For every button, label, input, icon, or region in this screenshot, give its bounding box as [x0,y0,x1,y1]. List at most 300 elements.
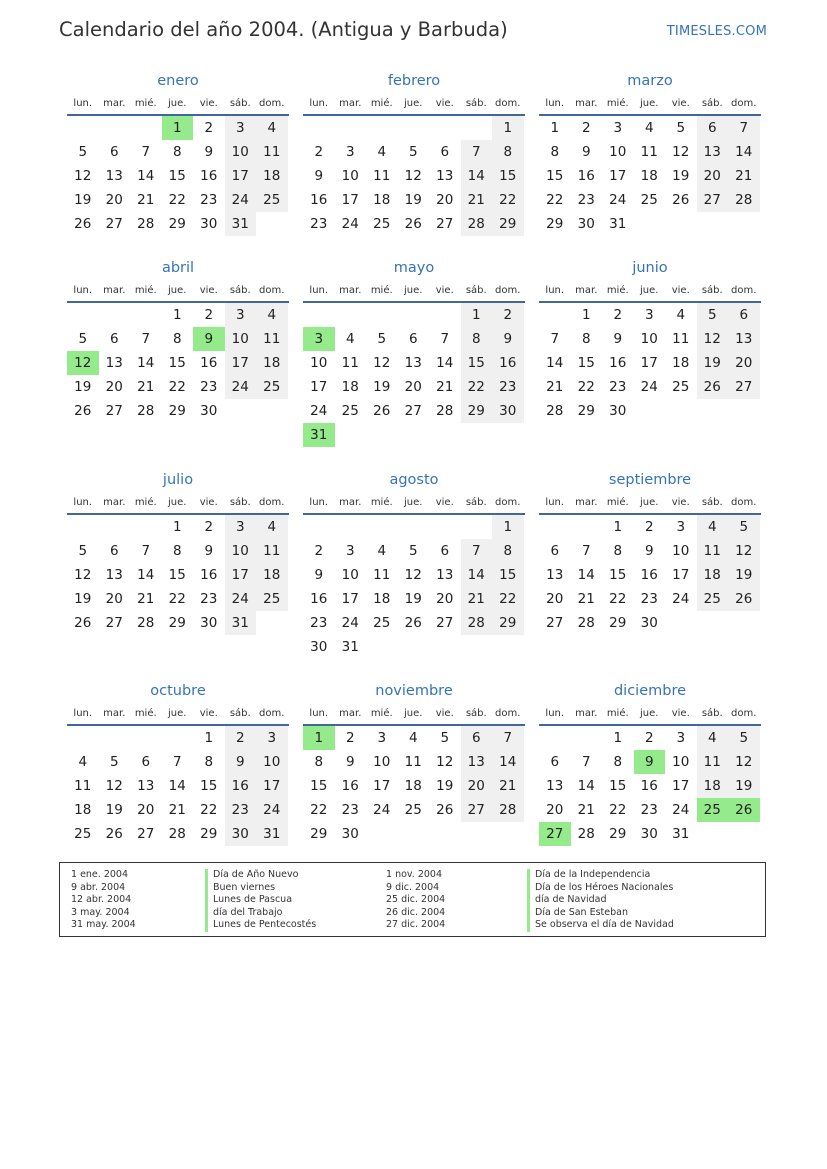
day-cell: 20 [137,802,155,818]
day-cell: 29 [546,216,564,232]
day-cell: 7 [440,331,450,347]
day-cell: 25 [373,216,391,232]
day-cell: 23 [200,591,218,607]
day-cell: 18 [373,591,391,607]
day-cell: 29 [609,826,627,842]
day-cell: 26 [373,403,391,419]
day-cell: 14 [137,567,155,583]
day-cell: 7 [141,331,151,347]
weekday-label: sáb. [701,98,723,109]
day-cell: 21 [728,164,760,188]
weekday-label: lun. [545,285,565,296]
day-cell: 29 [168,615,186,631]
day-cell: 27 [137,826,155,842]
day-cell: 6 [141,754,151,770]
day-cell: 28 [492,798,524,822]
day-cell: 3 [613,120,623,136]
weekday-label: mar. [575,708,598,719]
day-cell: 11 [256,140,288,164]
day-grid [67,515,289,635]
weekday-label: sáb. [701,497,723,508]
day-cell: 2 [204,120,214,136]
day-cell: 19 [728,563,760,587]
day-cell: 25 [256,188,288,212]
legend-date: 25 dic. 2004 [386,894,446,905]
day-cell: 12 [74,168,92,184]
day-cell: 20 [436,192,454,208]
day-cell: 28 [137,403,155,419]
day-cell: 19 [373,379,391,395]
empty-cell [67,515,99,539]
day-cell: 13 [546,567,564,583]
day-cell: 26 [672,192,690,208]
day-cell: 6 [440,144,450,160]
day-cell: 7 [581,754,591,770]
day-cell: 9 [345,754,355,770]
day-cell: 30 [640,615,658,631]
day-cell: 8 [172,144,182,160]
empty-cell [67,726,99,750]
weekday-label: mar. [339,285,362,296]
weekday-header [303,95,525,112]
month-octubre [67,682,289,846]
empty-cell [99,303,131,327]
day-cell: 14 [577,778,595,794]
day-cell: 17 [256,774,288,798]
legend-holiday-name: día del Trabajo [205,907,316,920]
day-cell: 30 [640,826,658,842]
day-cell: 19 [436,778,454,794]
day-cell: 19 [105,802,123,818]
weekday-label: mar. [575,285,598,296]
day-cell: 29 [310,826,328,842]
day-cell: 3 [345,144,355,160]
day-cell: 2 [314,543,324,559]
day-cell: 19 [697,351,729,375]
day-cell: 6 [550,754,560,770]
weekday-label: jue. [640,708,659,719]
weekday-label: mié. [370,285,393,296]
empty-cell [398,116,430,140]
day-cell: 2 [314,144,324,160]
day-cell: 15 [609,778,627,794]
day-cell: 13 [105,567,123,583]
month-diciembre [539,682,761,846]
day-cell: 24 [609,192,627,208]
weekday-label: vie. [435,708,454,719]
month-julio [67,471,289,635]
weekday-label: mié. [370,98,393,109]
month-name: diciembre [613,683,687,699]
weekday-label: jue. [168,497,187,508]
weekday-label: mié. [370,497,393,508]
brand-link[interactable]: TIMESLES.COM [666,24,767,39]
legend-date: 9 dic. 2004 [386,881,440,893]
day-cell: 11 [256,327,288,351]
weekday-label: jue. [640,497,659,508]
day-cell: 22 [546,192,564,208]
weekday-label: dom. [495,497,521,508]
weekday-label: lun. [545,708,565,719]
legend-holiday-name: día de Navidad [527,894,674,907]
day-cell: 20 [105,192,123,208]
legend-date: 27 dic. 2004 [386,919,446,930]
day-cell: 9 [581,144,591,160]
weekday-header [303,494,525,511]
day-grid [539,726,761,846]
day-cell: 9 [644,543,654,559]
day-cell: 8 [613,543,623,559]
day-cell: 2 [225,726,257,750]
day-cell: 5 [78,331,88,347]
day-cell: 10 [341,567,359,583]
day-grid [539,303,761,423]
day-cell: 25 [672,379,690,395]
weekday-label: mié. [606,285,629,296]
day-cell: 1 [204,730,214,746]
day-cell: 7 [141,543,151,559]
weekday-label: lun. [73,98,93,109]
day-grid [67,303,289,423]
day-cell: 10 [225,327,257,351]
weekday-label: dom. [259,708,285,719]
day-cell: 4 [697,726,729,750]
weekday-label: mar. [339,98,362,109]
month-marzo [539,72,761,236]
day-cell: 30 [492,399,524,423]
day-cell: 27 [436,216,454,232]
weekday-label: sáb. [465,285,487,296]
day-cell: 15 [461,351,493,375]
day-cell: 12 [728,750,760,774]
day-cell: 16 [492,351,524,375]
day-cell: 17 [373,778,391,794]
weekday-label: jue. [168,98,187,109]
day-cell: 9 [314,567,324,583]
weekday-label: mié. [134,98,157,109]
day-cell: 30 [577,216,595,232]
day-cell: 16 [225,774,257,798]
day-cell: 23 [200,379,218,395]
day-cell: 30 [200,403,218,419]
day-cell: 24 [310,403,328,419]
day-cell: 20 [697,164,729,188]
holiday-legend [59,862,766,937]
day-cell: 9 [204,144,214,160]
day-cell: 19 [74,379,92,395]
day-cell: 26 [74,216,92,232]
day-cell: 18 [672,355,690,371]
day-cell: 16 [200,355,218,371]
day-cell: 8 [550,144,560,160]
day-cell: 24 [672,591,690,607]
legend-names-right [527,869,674,932]
day-cell: 22 [492,587,524,611]
weekday-label: mar. [575,98,598,109]
day-cell: 23 [640,591,658,607]
weekday-label: sáb. [229,285,251,296]
legend-dates-left [71,869,136,932]
month-name: septiembre [608,472,692,488]
day-cell: 29 [168,403,186,419]
empty-cell [571,726,603,750]
day-cell: 19 [728,774,760,798]
day-cell: 19 [74,192,92,208]
legend-names-left [205,869,316,932]
day-cell: 21 [137,591,155,607]
day-cell: 4 [345,331,355,347]
day-cell: 6 [461,726,493,750]
day-cell: 15 [310,778,328,794]
day-cell: 1 [172,307,182,323]
day-cell: 7 [492,726,524,750]
weekday-label: vie. [671,98,690,109]
day-grid [303,726,525,846]
weekday-label: dom. [259,98,285,109]
weekday-label: dom. [259,285,285,296]
day-cell: 16 [577,168,595,184]
day-cell: 4 [408,730,418,746]
legend-holiday-name: Día de la Independencia [527,869,674,882]
day-cell: 4 [256,303,288,327]
day-cell: 10 [310,355,328,371]
empty-cell [303,303,335,327]
weekday-label: mar. [103,98,126,109]
day-cell: 8 [613,754,623,770]
day-cell: 19 [404,591,422,607]
day-cell: 6 [728,303,760,327]
day-cell: 29 [461,399,493,423]
weekday-label: dom. [495,285,521,296]
day-cell: 18 [341,379,359,395]
day-cell: 19 [404,192,422,208]
weekday-label: vie. [671,497,690,508]
day-cell: 21 [577,802,595,818]
weekday-header [539,494,761,511]
empty-cell [461,116,493,140]
day-cell: 24 [672,802,690,818]
day-cell: 31 [609,216,627,232]
day-cell: 22 [200,802,218,818]
empty-cell [398,303,430,327]
weekday-label: mié. [606,708,629,719]
weekday-label: jue. [404,708,423,719]
day-cell: 24 [341,615,359,631]
day-cell: 1 [613,730,623,746]
day-cell: 15 [200,778,218,794]
month-name: noviembre [375,683,453,699]
weekday-label: lun. [545,497,565,508]
day-cell: 20 [546,802,564,818]
legend-date: 9 abr. 2004 [71,881,126,893]
month-agosto [303,471,525,659]
day-cell: 21 [492,774,524,798]
day-cell: 18 [640,168,658,184]
day-cell: 18 [256,351,288,375]
day-cell: 16 [640,567,658,583]
day-cell: 25 [256,375,288,399]
day-cell: 17 [225,563,257,587]
day-cell: 4 [256,116,288,140]
day-cell: 11 [404,754,422,770]
day-cell: 30 [310,639,328,655]
day-cell: 25 [74,826,92,842]
weekday-label: vie. [199,708,218,719]
day-cell: 11 [74,778,92,794]
legend-date: 3 may. 2004 [71,906,130,918]
day-cell: 13 [137,778,155,794]
day-cell: 22 [168,379,186,395]
day-cell: 10 [341,168,359,184]
day-cell: 9 [204,543,214,559]
weekday-label: vie. [435,285,454,296]
holiday-day-cell: 12 [67,351,99,375]
day-cell: 3 [345,543,355,559]
day-cell: 8 [172,331,182,347]
month-enero [67,72,289,236]
day-cell: 7 [141,144,151,160]
day-cell: 28 [137,615,155,631]
holiday-day-cell: 31 [303,423,335,447]
day-cell: 14 [137,168,155,184]
day-cell: 8 [492,140,524,164]
day-cell: 26 [728,587,760,611]
empty-cell [429,303,461,327]
day-cell: 15 [168,567,186,583]
day-cell: 2 [345,730,355,746]
legend-holiday-name: Día de los Héroes Nacionales [527,882,674,895]
day-cell: 17 [341,591,359,607]
day-cell: 12 [404,168,422,184]
day-cell: 12 [74,567,92,583]
weekday-header [539,95,761,112]
day-cell: 16 [200,168,218,184]
day-cell: 9 [314,168,324,184]
day-cell: 12 [404,567,422,583]
weekday-label: mié. [134,708,157,719]
day-cell: 3 [676,519,686,535]
day-cell: 12 [728,539,760,563]
day-grid [539,515,761,635]
day-cell: 22 [609,802,627,818]
month-name: julio [162,472,194,488]
day-cell: 5 [440,730,450,746]
weekday-label: mar. [575,497,598,508]
day-cell: 21 [461,188,493,212]
day-cell: 8 [581,331,591,347]
day-cell: 14 [577,567,595,583]
day-cell: 14 [436,355,454,371]
day-cell: 22 [461,375,493,399]
weekday-label: sáb. [701,285,723,296]
day-cell: 8 [492,539,524,563]
empty-cell [335,116,367,140]
empty-cell [429,116,461,140]
weekday-label: vie. [199,497,218,508]
legend-date: 1 ene. 2004 [71,869,128,880]
day-cell: 28 [168,826,186,842]
day-cell: 24 [256,798,288,822]
day-cell: 10 [373,754,391,770]
weekday-label: lun. [545,98,565,109]
day-cell: 7 [172,754,182,770]
empty-cell [99,726,131,750]
day-cell: 22 [492,188,524,212]
weekday-label: mar. [103,285,126,296]
day-grid [67,116,289,236]
weekday-label: jue. [404,497,423,508]
empty-cell [130,116,162,140]
weekday-label: lun. [309,285,329,296]
empty-cell [303,515,335,539]
empty-cell [429,515,461,539]
day-cell: 22 [168,591,186,607]
weekday-label: lun. [309,497,329,508]
empty-cell [539,303,571,327]
day-cell: 28 [461,212,493,236]
day-cell: 25 [373,615,391,631]
day-cell: 14 [168,778,186,794]
day-cell: 2 [204,307,214,323]
day-cell: 2 [204,519,214,535]
day-cell: 14 [728,140,760,164]
day-cell: 20 [404,379,422,395]
day-cell: 7 [581,543,591,559]
legend-holiday-name: Buen viernes [205,882,316,895]
day-cell: 23 [310,216,328,232]
weekday-header [303,705,525,722]
day-cell: 31 [225,611,257,635]
day-cell: 12 [105,778,123,794]
day-cell: 23 [577,192,595,208]
legend-dates-right [386,869,445,932]
day-cell: 30 [341,826,359,842]
day-cell: 27 [461,798,493,822]
holiday-day-cell: 26 [728,798,760,822]
day-cell: 28 [137,216,155,232]
day-cell: 4 [644,120,654,136]
day-cell: 3 [377,730,387,746]
day-cell: 21 [436,379,454,395]
day-cell: 25 [404,802,422,818]
day-cell: 10 [640,331,658,347]
day-cell: 27 [546,615,564,631]
day-cell: 3 [225,515,257,539]
month-name: octubre [150,683,206,699]
day-cell: 18 [256,164,288,188]
day-cell: 18 [697,774,729,798]
empty-cell [162,726,194,750]
day-cell: 28 [577,615,595,631]
weekday-label: dom. [259,497,285,508]
weekday-label: mar. [103,708,126,719]
day-cell: 5 [408,543,418,559]
day-cell: 16 [310,192,328,208]
holiday-day-cell: 27 [539,822,571,846]
day-cell: 11 [373,567,391,583]
day-cell: 15 [492,563,524,587]
day-cell: 5 [109,754,119,770]
day-cell: 20 [546,591,564,607]
day-cell: 4 [377,144,387,160]
day-cell: 11 [697,750,729,774]
month-name: abril [161,260,195,276]
day-cell: 6 [109,543,119,559]
legend-holiday-name: Lunes de Pentecostés [205,919,316,932]
day-cell: 27 [728,375,760,399]
day-cell: 30 [609,403,627,419]
holiday-day-cell: 3 [303,327,335,351]
